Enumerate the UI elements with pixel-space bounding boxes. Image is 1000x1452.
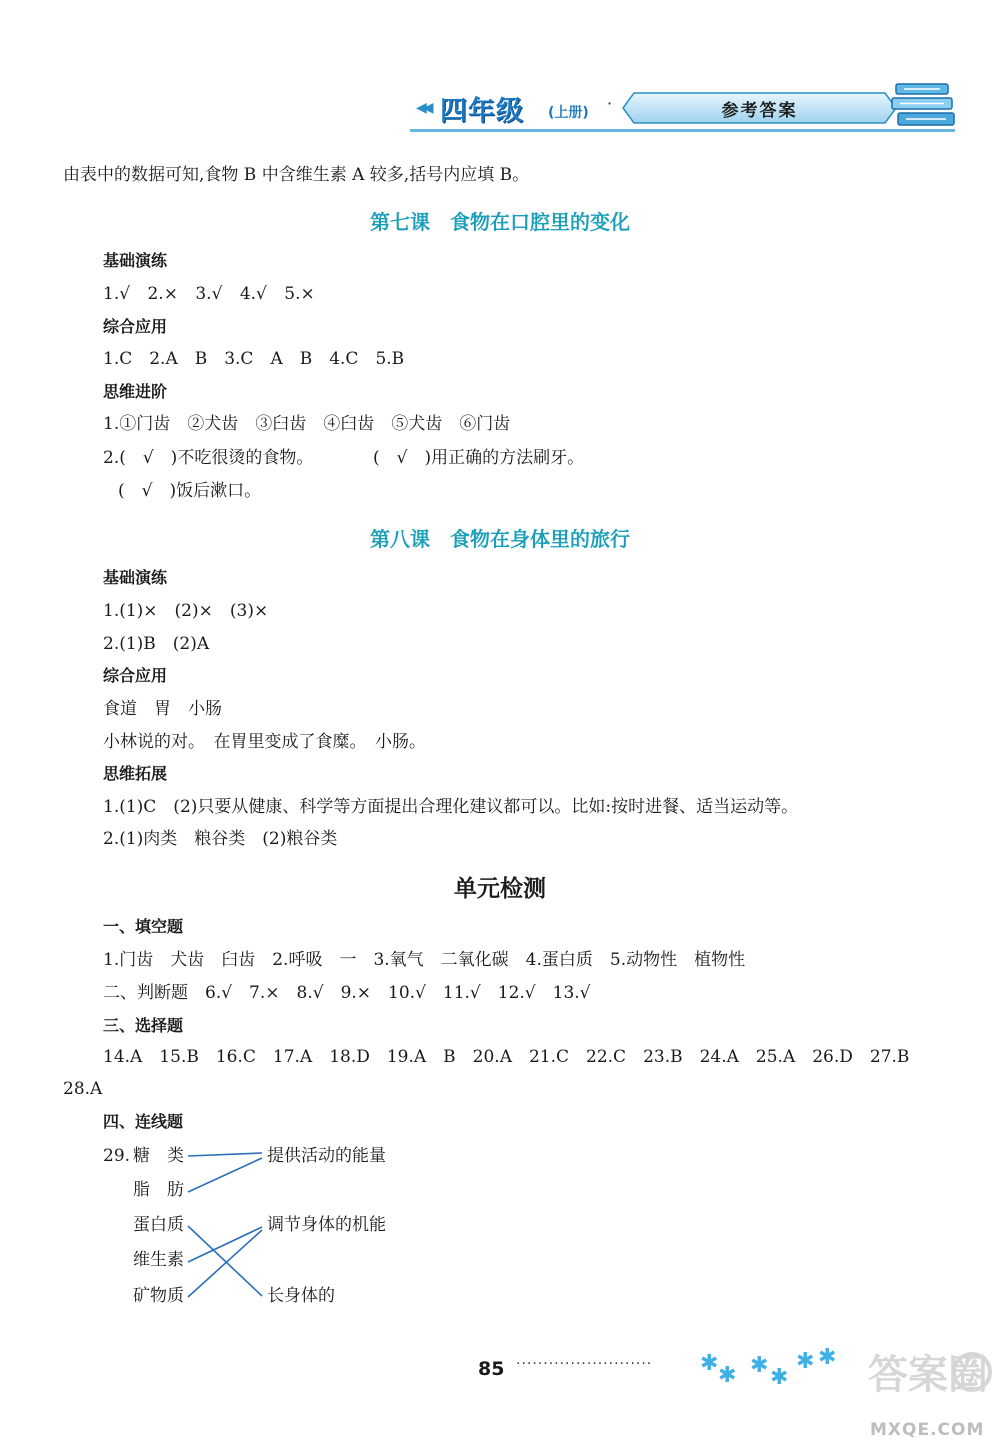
choice-answers-1: 14.A 15.B 16.C 17.A 18.D 19.A B 20.A 21.C 22.C 23.B 24.A 25.A 26.D 27.B [103, 1047, 910, 1067]
fill-answers: 1.门齿 犬齿 臼齿 2.呼吸 一 3.氧气 二氧化碳 4.蛋白质 5.动物性 植物性 [103, 950, 746, 970]
match-line [188, 1227, 262, 1262]
match-line [188, 1226, 262, 1296]
match-left-item: 蛋白质 [133, 1215, 184, 1235]
match-right-item: 长身体的 [267, 1286, 335, 1306]
match-line [188, 1230, 262, 1297]
header-title: 参考答案 [721, 101, 798, 121]
svg-text:✱: ✱ [818, 1345, 837, 1370]
page-number: 85 [478, 1358, 505, 1380]
lesson8-basic-2: 2.(1)B (2)A [103, 634, 210, 654]
unit-test-title: 单元检测 [454, 876, 546, 902]
answer-item: 2.× [147, 284, 178, 304]
lesson8-applied-2: 小林说的对。 在胃里变成了食糜。 小肠。 [103, 732, 426, 752]
lesson8-extend-1: 1.(1)C (2)只要从健康、科学等方面提出合理化建议都可以。比如:按时进餐、适当运动等。 [103, 797, 799, 817]
intro-text: 由表中的数据可知,食物 B 中含维生素 A 较多,括号内应填 B。 [63, 165, 530, 185]
svg-text:答案圈: 答案圈 [868, 1352, 988, 1398]
lesson8-extend-2: 2.(1)肉类 粮谷类 (2)粮谷类 [103, 829, 338, 849]
judge-answers: 二、判断题 6.√ 7.× 8.√ 9.× 10.√ 11.√ 12.√ 13.√ [103, 983, 591, 1003]
choice-heading: 三、选择题 [103, 1016, 184, 1035]
header-dot: · [607, 94, 613, 113]
match-line [188, 1153, 262, 1156]
match-right-item: 提供活动的能量 [267, 1146, 386, 1166]
lesson8-basic-heading: 基础演练 [103, 568, 168, 587]
svg-text:✱: ✱ [770, 1365, 789, 1390]
volume-label: (上册) [548, 105, 589, 121]
lesson8-title: 第八课 食物在身体里的旅行 [370, 527, 630, 551]
lesson8-extend-heading: 思维拓展 [103, 764, 168, 783]
footer-dots: ························· [516, 1356, 653, 1372]
match-right-item: 调节身体的机能 [267, 1215, 386, 1235]
lesson8-basic-1: 1.(1)× (2)× (3)× [103, 601, 269, 621]
match-left-item: 脂 肪 [133, 1180, 184, 1200]
lesson7-advanced-heading: 思维进阶 [103, 382, 168, 401]
lesson8-applied-heading: 综合应用 [103, 666, 168, 685]
footer-stars-decoration [700, 1342, 860, 1392]
answer-item: 1.√ [103, 284, 131, 304]
lesson7-advanced-1: 1.①门齿 ②犬齿 ③臼齿 ④臼齿 ⑤犬齿 ⑥门齿 [103, 414, 511, 434]
lesson7-advanced-2c: ( √ )饭后漱口。 [118, 481, 262, 501]
double-arrow-icon: ◀◀ [416, 100, 430, 116]
lesson7-advanced-2a: 2.( √ )不吃很烫的食物。 [103, 448, 314, 468]
choice-answers-2: 28.A [63, 1079, 103, 1099]
lesson7-basic-heading: 基础演练 [103, 251, 168, 270]
svg-text:✱: ✱ [796, 1349, 815, 1374]
answer-item: 5.× [284, 284, 315, 304]
answer-item: 4.√ [239, 284, 267, 304]
match-line [188, 1158, 262, 1192]
lesson7-advanced-2b: ( √ )用正确的方法刷牙。 [373, 448, 585, 468]
lesson7-applied-answers: 1.C 2.A B 3.C A B 4.C 5.B [103, 349, 405, 369]
grade-label: 四年级 [440, 96, 524, 127]
answer-item: 3.√ [195, 284, 223, 304]
svg-text:✱: ✱ [700, 1351, 719, 1376]
svg-text:✱: ✱ [750, 1353, 769, 1378]
match-heading: 四、连线题 [103, 1112, 184, 1131]
match-number: 29. [103, 1146, 131, 1166]
lesson7-applied-heading: 综合应用 [103, 317, 168, 336]
svg-text:✱: ✱ [718, 1363, 737, 1388]
fill-heading: 一、填空题 [103, 917, 184, 936]
match-left-item: 糖 类 [133, 1146, 184, 1166]
watermark-text: MXQE.COM [870, 1420, 985, 1440]
match-left-item: 矿物质 [133, 1286, 184, 1306]
lesson8-applied-1: 食道 胃 小肠 [103, 699, 222, 719]
match-left-item: 维生素 [133, 1250, 184, 1270]
lesson7-title: 第七课 食物在口腔里的变化 [370, 210, 630, 234]
